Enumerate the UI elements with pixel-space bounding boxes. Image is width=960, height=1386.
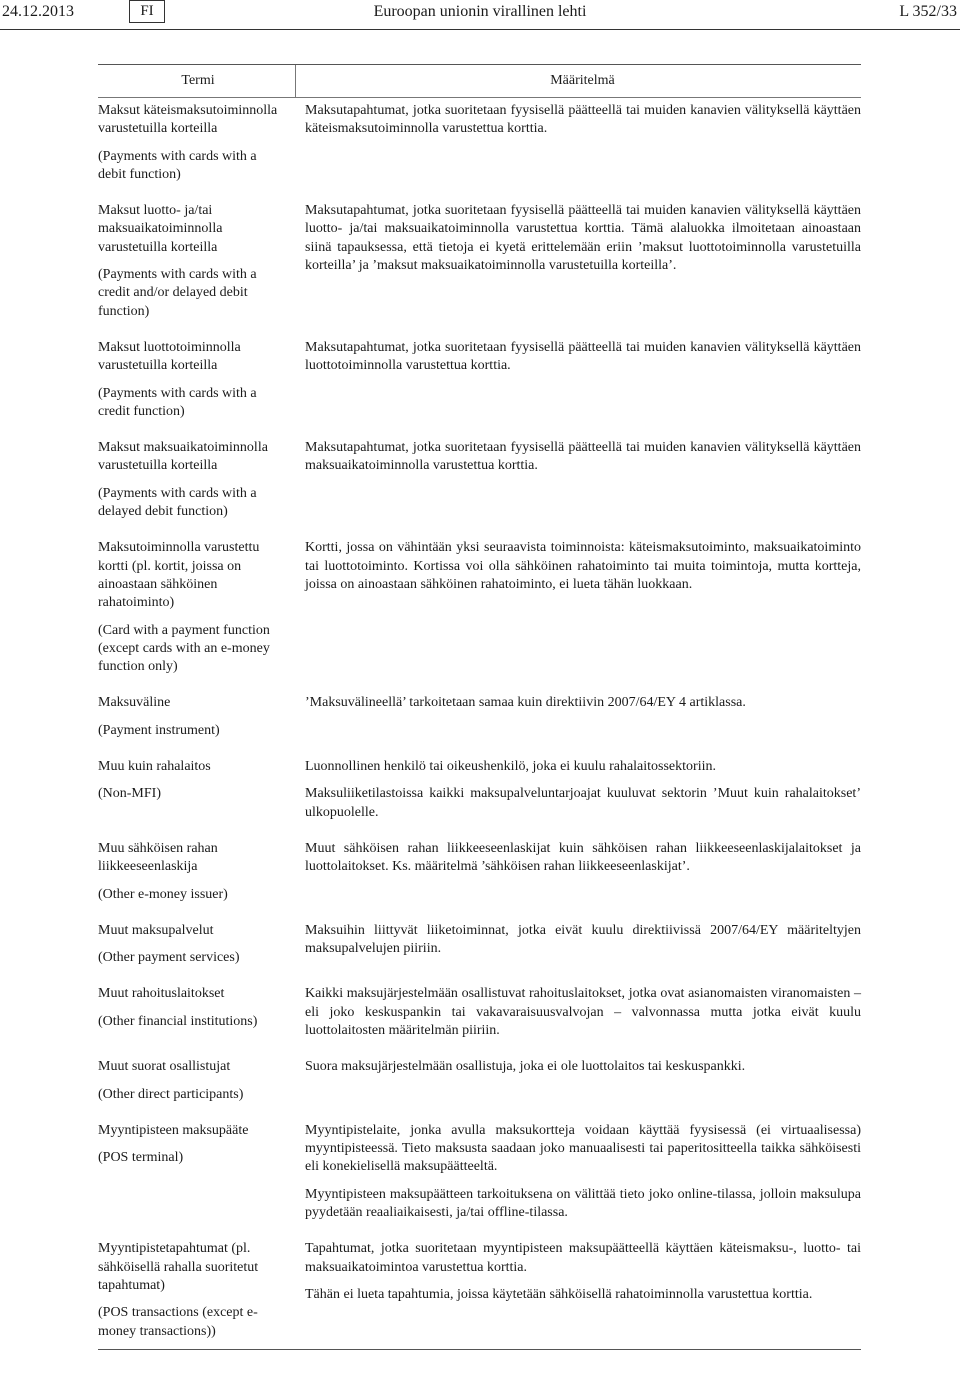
- term-cell: [98, 439, 280, 521]
- term-cell: [98, 1058, 280, 1104]
- definition-paragraph: Maksutapahtumat, jotka suoritetaan fyysisellä päätteellä tai muiden kanavien välityksellä käyttäen käteismaksutoiminnolla varustettua korttia.: [305, 103, 861, 137]
- term-cell: [98, 1122, 280, 1168]
- table-row: [98, 102, 861, 184]
- term-english: (Card with a payment function (except cards with an e-money function only): [98, 622, 270, 675]
- term-finnish: Maksut maksuaikatoiminnolla varustetuilla korteilla: [98, 440, 268, 474]
- definition-cell: [305, 1240, 861, 1304]
- term-finnish: Muu kuin rahalaitos: [98, 759, 211, 775]
- journal-title: Euroopan unionin virallinen lehti: [373, 3, 587, 20]
- definition-cell: [305, 439, 861, 476]
- term-cell: [98, 922, 280, 968]
- term-cell: [98, 339, 280, 421]
- header-divider: [295, 65, 296, 97]
- term-cell: [98, 694, 280, 740]
- term-english: (Payment instrument): [98, 722, 220, 738]
- page-number: L 352/33: [899, 3, 957, 20]
- term-finnish: Myyntipisteen maksupääte: [98, 1122, 249, 1138]
- term-finnish: Muut maksupalvelut: [98, 922, 214, 938]
- table-row: [98, 539, 861, 676]
- table-row: [98, 202, 861, 321]
- definition-cell: [305, 102, 861, 139]
- term-english: (Non-MFI): [98, 786, 161, 802]
- table-row: [98, 339, 861, 421]
- term-finnish: Muu sähköisen rahan liikkeeseenlaskija: [98, 840, 218, 875]
- term-cell: [98, 985, 280, 1031]
- definition-paragraph: Tapahtumat, jotka suoritetaan myyntipisteen maksupäätteellä käyttäen käteismaksu-, luotto- tai maksuaikatoimintoa varustettua korttia.: [305, 1241, 861, 1275]
- definition-cell: [305, 758, 861, 822]
- term-finnish: Myyntipistetapahtumat (pl. sähköisellä rahalla suoritetut tapahtumat): [98, 1241, 259, 1293]
- table-row: [98, 922, 861, 968]
- table-body: [98, 98, 861, 1349]
- term-finnish: Muut suorat osallistujat: [98, 1059, 231, 1075]
- definition-paragraph: Myyntipistelaite, jonka avulla maksukortteja voidaan käyttää fyysisessä (ei virtuaalisessa) myyntipisteessä. Tieto maksusta saadaan joko manuaalisesti tai paperitositteella taikka sähköisesti eli konekielisellä maksupäätteeltä.: [305, 1122, 861, 1175]
- table-row: [98, 1058, 861, 1104]
- term-english: (Payments with cards with a credit and/or delayed debit function): [98, 267, 257, 319]
- term-english: (Other financial institutions): [98, 1013, 258, 1029]
- definition-paragraph: Maksuliiketilastoissa kaikki maksupalveluntarjoajat kuuluvat sektorin ’Muut kuin rahalaitokset’ ulkopuolelle.: [305, 786, 861, 820]
- table-row: [98, 840, 861, 904]
- term-english: (POS transactions (except e-money transactions)): [98, 1305, 258, 1339]
- table-row: [98, 1240, 861, 1340]
- definition-cell: [305, 694, 861, 712]
- term-finnish: Maksut luottotoiminnolla varustetuilla korteilla: [98, 339, 241, 374]
- definition-cell: [305, 202, 861, 275]
- definitions-table: [98, 64, 861, 1350]
- table-row: [98, 694, 861, 740]
- definition-cell: [305, 985, 861, 1040]
- definition-paragraph: Myyntipisteen maksupäätteen tarkoituksena on välittää tieto joko online-tilassa, jolloin maksulupa pyydetään reaaliaikaisesti, ja/tai offline-tilassa.: [305, 1186, 861, 1221]
- term-finnish: Muut rahoituslaitokset: [98, 986, 225, 1002]
- term-english: (Other payment services): [98, 950, 240, 966]
- term-english: (Other direct participants): [98, 1086, 244, 1102]
- definition-paragraph: Muut sähköisen rahan liikkeeseenlaskijat kuin sähköisen rahan liikkeeseenlaskijalaitokset ja luottolaitokset. Ks. määritelmä ’sähköisen rahan liikkeeseenlaskijat’.: [305, 840, 861, 875]
- definition-paragraph: Suora maksujärjestelmään osallistuja, joka ei ole luottolaitos tai keskuspankki.: [305, 1059, 746, 1075]
- definition-paragraph: Tähän ei lueta tapahtumia, joissa käytetään sähköisellä rahatoiminnolla varustettua korttia.: [305, 1286, 813, 1302]
- page-header: [0, 0, 960, 30]
- publication-date: 24.12.2013: [2, 3, 74, 20]
- table-row: [98, 985, 861, 1040]
- term-english: (Payments with cards with a debit function): [98, 148, 257, 182]
- table-header: [98, 65, 861, 98]
- definition-cell: [305, 539, 861, 594]
- table-row: [98, 758, 861, 822]
- column-header-definition: Määritelmä: [550, 73, 615, 88]
- term-finnish: Maksut luotto- ja/tai maksuaikatoiminnolla varustetuilla korteilla: [98, 203, 223, 255]
- definition-cell: [305, 922, 861, 959]
- definition-paragraph: Maksutapahtumat, jotka suoritetaan fyysisellä päätteellä tai muiden kanavien välityksellä käyttäen maksuaikatoiminnolla varustettua korttia.: [305, 440, 861, 474]
- term-finnish: Maksuväline: [98, 695, 171, 711]
- definition-paragraph: Kortti, jossa on vähintään yksi seuraavista toiminnoista: käteismaksutoiminto, maksuaikatoiminto tai luottotoiminto. Kortissa voi olla sähköinen rahatoiminto tai muita toimintoja, mutta kortteja, joissa on ainoastaan sähköinen rahatoiminto, ei lueta tähän luokkaan.: [305, 540, 861, 592]
- term-finnish: Maksutoiminnolla varustettu kortti (pl. kortit, joissa on ainoastaan sähköinen rahatoiminto): [98, 540, 260, 611]
- term-english: (Payments with cards with a credit function): [98, 385, 257, 419]
- term-english: (Other e-money issuer): [98, 886, 228, 902]
- definition-paragraph: Maksutapahtumat, jotka suoritetaan fyysisellä päätteellä tai muiden kanavien välityksellä käyttäen luottotoiminnolla varustettua korttia.: [305, 339, 861, 374]
- definition-cell: [305, 339, 861, 376]
- term-finnish: Maksut käteismaksutoiminnolla varustetuilla korteilla: [98, 103, 278, 137]
- term-cell: [98, 202, 280, 321]
- definition-cell: [305, 1122, 861, 1222]
- term-cell: [98, 758, 280, 804]
- definition-paragraph: ’Maksuvälineellä’ tarkoitetaan samaa kuin direktiivin 2007/64/EY 4 artiklassa.: [305, 695, 746, 711]
- table-row: [98, 1122, 861, 1222]
- term-cell: [98, 1240, 280, 1340]
- column-header-term: Termi: [181, 73, 215, 88]
- term-cell: [98, 102, 280, 184]
- definition-cell: [305, 840, 861, 877]
- term-english: (Payments with cards with a delayed debit function): [98, 485, 257, 520]
- definition-paragraph: Maksuihin liittyvät liiketoiminnat, jotka eivät kuulu direktiivissä 2007/64/EY määriteltyjen maksupalvelujen piiriin.: [305, 922, 861, 957]
- definition-cell: [305, 1058, 861, 1076]
- term-cell: [98, 840, 280, 904]
- term-english: (POS terminal): [98, 1150, 184, 1166]
- term-cell: [98, 539, 280, 676]
- table-row: [98, 439, 861, 521]
- language-badge: FI: [129, 0, 165, 23]
- definition-paragraph: Kaikki maksujärjestelmään osallistuvat rahoituslaitokset, jotka ovat asianomaisten viranomaisten – eli joko keskuspankin tai vakavaraisuusvalvojan – valvonnassa mutta jotka eivät kuulu luottolaitosten määritelmän piiriin.: [305, 986, 861, 1038]
- definition-paragraph: Luonnollinen henkilö tai oikeushenkilö, joka ei kuulu rahalaitossektoriin.: [305, 759, 716, 775]
- definition-paragraph: Maksutapahtumat, jotka suoritetaan fyysisellä päätteellä tai muiden kanavien välityksellä käyttäen luotto- ja/tai maksuaikatoiminnolla varustettua korttia. Tämä alaluokka ilmoitetaan ainoastaan siinä tapauksessa, että tietoja ei kyetä erittelemään eriin ’maksut luottotoiminnolla varustetuilla korteilla’ ja ’maksut maksuaikatoiminnolla varustetuilla korteilla’.: [305, 203, 861, 274]
